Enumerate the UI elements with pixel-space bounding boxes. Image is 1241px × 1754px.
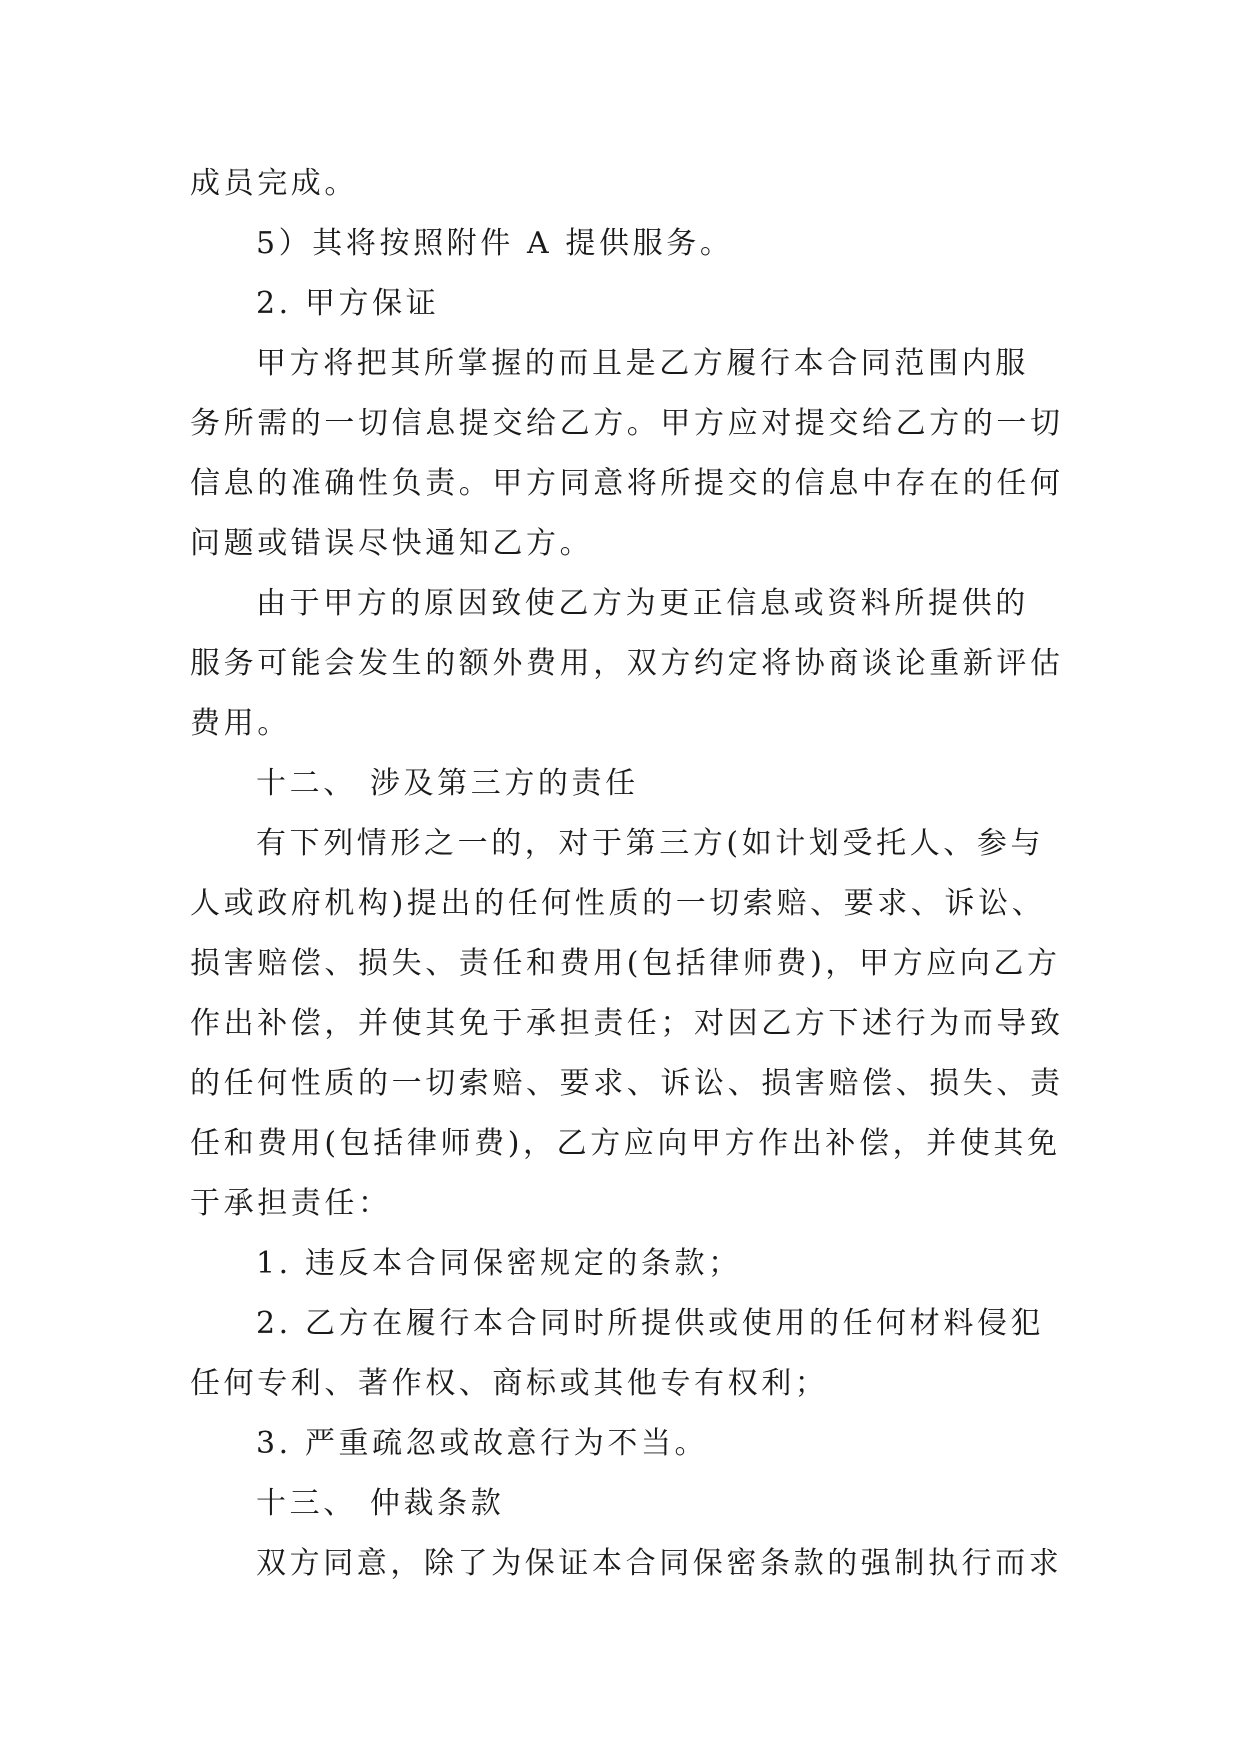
paragraph-line: 有下列情形之一的，对于第三方(如计划受托人、参与 bbox=[256, 826, 1045, 861]
paragraph-line: 信息的准确性负责。甲方同意将所提交的信息中存在的任何 bbox=[190, 466, 1064, 501]
section-heading: 十二、 涉及第三方的责任 bbox=[256, 766, 639, 801]
paragraph-line: 成员完成。 bbox=[190, 166, 358, 201]
paragraph-line: 作出补偿，并使其免于承担责任；对因乙方下述行为而导致 bbox=[190, 1006, 1064, 1041]
document-body bbox=[190, 154, 1064, 1594]
paragraph-line: 费用。 bbox=[190, 706, 291, 741]
paragraph-line: 损害赔偿、损失、责任和费用(包括律师费)，甲方应向乙方 bbox=[190, 946, 1061, 981]
paragraph-line: 务所需的一切信息提交给乙方。甲方应对提交给乙方的一切 bbox=[190, 406, 1064, 441]
section-heading: 2. 甲方保证 bbox=[256, 286, 440, 321]
paragraph-line: 任何专利、著作权、商标或其他专有权利； bbox=[190, 1366, 829, 1401]
paragraph-line: 的任何性质的一切索赔、要求、诉讼、损害赔偿、损失、责 bbox=[190, 1066, 1064, 1101]
list-item: 1. 违反本合同保密规定的条款； bbox=[256, 1246, 742, 1281]
paragraph-line: 于承担责任： bbox=[190, 1186, 392, 1221]
list-item: 3. 严重疏忽或故意行为不当。 bbox=[256, 1426, 709, 1461]
section-heading: 十三、 仲裁条款 bbox=[256, 1486, 505, 1521]
list-item: 5）其将按照附件 A 提供服务。 bbox=[256, 226, 734, 261]
list-item: 2. 乙方在履行本合同时所提供或使用的任何材料侵犯 bbox=[256, 1306, 1045, 1341]
paragraph-line: 双方同意，除了为保证本合同保密条款的强制执行而求 bbox=[256, 1546, 1063, 1581]
paragraph-line: 人或政府机构)提出的任何性质的一切索赔、要求、诉讼、 bbox=[190, 886, 1046, 921]
paragraph-line: 问题或错误尽快通知乙方。 bbox=[190, 526, 594, 561]
paragraph-line: 服务可能会发生的额外费用，双方约定将协商谈论重新评估 bbox=[190, 646, 1064, 681]
paragraph-line: 任和费用(包括律师费)，乙方应向甲方作出补偿，并使其免 bbox=[190, 1126, 1061, 1161]
paragraph-line: 甲方将把其所掌握的而且是乙方履行本合同范围内服 bbox=[256, 346, 1029, 381]
paragraph-line: 由于甲方的原因致使乙方为更正信息或资料所提供的 bbox=[256, 586, 1029, 621]
